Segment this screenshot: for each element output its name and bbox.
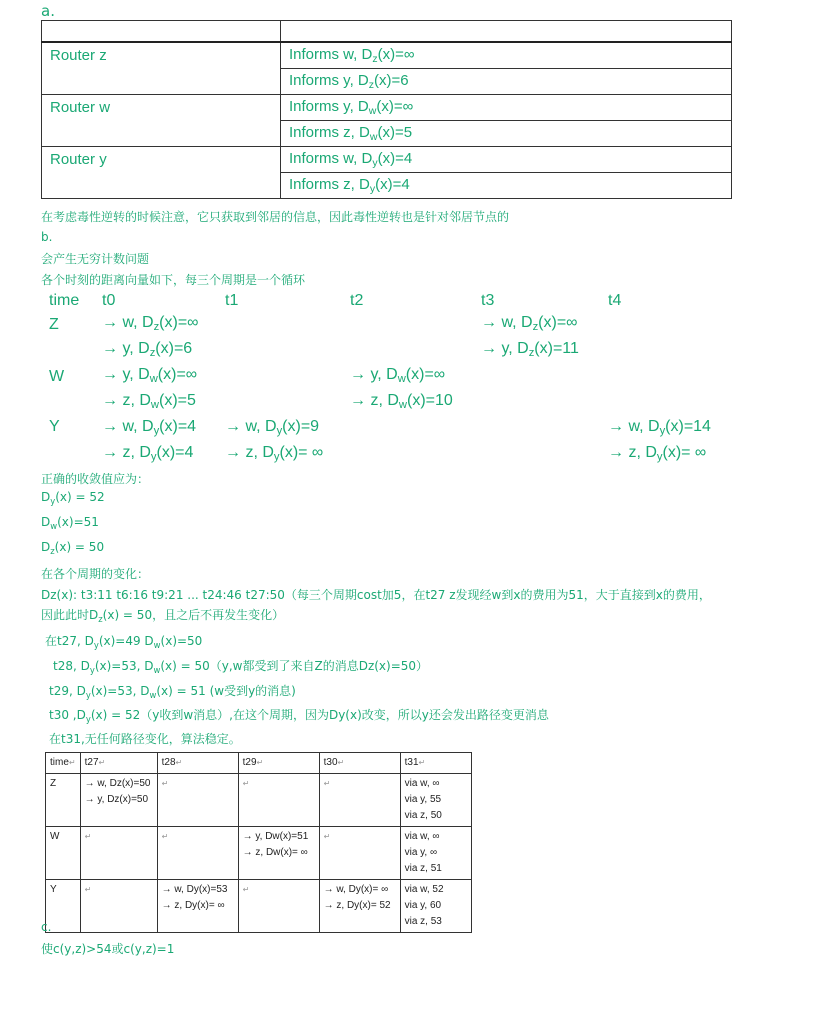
timeline-entry: → z, $D_y(x)=4$ xyxy=(102,444,194,463)
table-cell: ↵ xyxy=(80,827,157,880)
table-cell: → w, Dz(x)=50 → y, Dz(x)=50 xyxy=(80,774,157,827)
table-cell: ↵ xyxy=(319,827,400,880)
router-inform-table xyxy=(41,20,732,199)
timeline-entry: → y, $D_z(x)=11$ xyxy=(481,340,579,359)
t28-line: t28, $D_y(x)=53$, $D_w(x) = 50(y,w$都受到了来自Z的消息Dz(x)=50） xyxy=(53,659,429,675)
timeline-header-t3: t3 xyxy=(481,292,495,309)
dz-changes-line: Dz(x): t3:11 t6:16 t9:21 ... t24:46 t27:50（每三个周期cost加5，在t27 z发现经w到x的费用为51，大于直接到x的费用， xyxy=(41,588,711,602)
t31-line: 在t31,无任何路径变化，算法稳定。 xyxy=(49,732,241,746)
timeline-entry: → w, $D_y(x)=9$ xyxy=(225,418,320,437)
table-cell: → y, Dw(x)=51 → z, Dw(x)= ∞ xyxy=(238,827,319,880)
table-cell: ↵ xyxy=(238,880,319,933)
row-label-w: W xyxy=(46,827,81,880)
timeline-entry: → w, $D_y(x)=4$ xyxy=(102,418,197,437)
table-cell: ↵ xyxy=(319,774,400,827)
table-cell: via w, 52 via y, 60 via z, 53 xyxy=(400,880,471,933)
timeline-row-w: W xyxy=(49,368,65,385)
timeline-entry: → y, $D_w(x)=\infty$ xyxy=(350,366,446,385)
timeline-entry: → z, $D_w(x)=10$ xyxy=(350,392,453,411)
header-cell: t28↵ xyxy=(157,753,238,774)
table-cell: ↵ xyxy=(157,774,238,827)
inform-cell: Informs y, $D_z(x)=6$ xyxy=(281,69,732,95)
inform-cell: Informs y, $D_w(x)=\infty$ xyxy=(281,95,732,121)
header-cell: t30↵ xyxy=(319,753,400,774)
t27-line: 在t27, $D_y(x)=49$ $D_w(x)=50$ xyxy=(45,634,203,650)
timeline-header-t1: t1 xyxy=(225,292,239,309)
change-title: 在各个周期的变化： xyxy=(41,567,150,581)
timeline-entry: → z, $D_w(x)=5$ xyxy=(102,392,196,411)
inform-cell: Informs w, $D_z(x)=\infty$ xyxy=(281,42,732,69)
converge-dy: $D_y(x) = 52$ xyxy=(41,490,105,506)
timeline-entry: → y, $D_w(x)=\infty$ xyxy=(102,366,198,385)
converge-title: 正确的收敛值应为： xyxy=(41,472,150,486)
timeline-header-t0: t0 xyxy=(102,292,116,309)
timeline-header-t4: t4 xyxy=(608,292,622,309)
header-cell xyxy=(42,21,281,43)
dz-changes-line-2: 因此此时$D_z(x) = 50$，且之后不再发生变化） xyxy=(41,608,285,624)
timeline-header-time: time xyxy=(49,292,80,309)
timeline-entry: → w, $D_z(x)=\infty$ xyxy=(102,314,199,333)
timeline-entry: → y, $D_z(x)=6$ xyxy=(102,340,193,359)
timeline-entry: → z, $D_y(x)=$ ∞ xyxy=(608,444,707,463)
timeline-entry: → w, $D_z(x)=\infty$ xyxy=(481,314,578,333)
table-cell: ↵ xyxy=(238,774,319,827)
table-cell: → w, Dy(x)=53 → z, Dy(x)= ∞ xyxy=(157,880,238,933)
router-w-cell: Router w xyxy=(42,95,281,147)
cycle-note: 各个时刻的距离向量如下，每三个周期是一个循环 xyxy=(41,273,306,287)
timeline-header-t2: t2 xyxy=(350,292,364,309)
converge-dz: $D_z(x) = 50$ xyxy=(41,540,105,556)
timeline-row-y: Y xyxy=(49,418,60,435)
header-cell: t31↵ xyxy=(400,753,471,774)
router-y-cell: Router y xyxy=(42,147,281,199)
part-c-answer: 使c(y,z)>54或c(y,z)=1 xyxy=(41,942,175,956)
inform-cell: Informs z, $D_y(x)=4$ xyxy=(281,173,732,199)
header-cell: time↵ xyxy=(46,753,81,774)
row-label-z: Z xyxy=(46,774,81,827)
header-cell: t27↵ xyxy=(80,753,157,774)
count-to-infinity-note: 会产生无穷计数问题 xyxy=(41,252,150,266)
table-cell: via w, ∞ via y, ∞ via z, 51 xyxy=(400,827,471,880)
timeline-entry: → w, $D_y(x)=14$ xyxy=(608,418,711,437)
poison-reverse-note: 在考虑毒性逆转的时候注意，它只获取到邻居的信息，因此毒性逆转也是针对邻居节点的 xyxy=(41,210,510,224)
part-b-label: b. xyxy=(41,230,53,244)
part-c-label: c. xyxy=(41,920,52,934)
converge-dw: $D_w(x)=51$ xyxy=(41,515,99,531)
inform-cell: Informs w, $D_y(x)=4$ xyxy=(281,147,732,173)
header-cell: t29↵ xyxy=(238,753,319,774)
header-cell xyxy=(281,21,732,43)
router-z-cell: Router z xyxy=(42,42,281,95)
part-a-label: a. xyxy=(41,2,55,20)
table-cell: ↵ xyxy=(80,880,157,933)
t29-line: t29, $D_y(x)=53$, $D_w(x) = 51$ (w受到y的消息) xyxy=(49,684,296,700)
t30-line: t30 $,D_y(x) = 52(y$收到w消息）,在这个周期，因为Dy(x)改变，所以y还会发出路径变更消息 xyxy=(49,708,549,724)
table-cell: → w, Dy(x)= ∞ → z, Dy(x)= 52 xyxy=(319,880,400,933)
timeline-row-z: Z xyxy=(49,316,59,333)
table-cell: ↵ xyxy=(157,827,238,880)
inform-cell: Informs z, $D_w(x)=5$ xyxy=(281,121,732,147)
row-label-y: Y xyxy=(46,880,81,933)
table-cell: via w, ∞ via y, 55 via z, 50 xyxy=(400,774,471,827)
timeline-entry: → z, $D_y(x)=$ ∞ xyxy=(225,444,324,463)
routing-period-table xyxy=(45,752,472,933)
